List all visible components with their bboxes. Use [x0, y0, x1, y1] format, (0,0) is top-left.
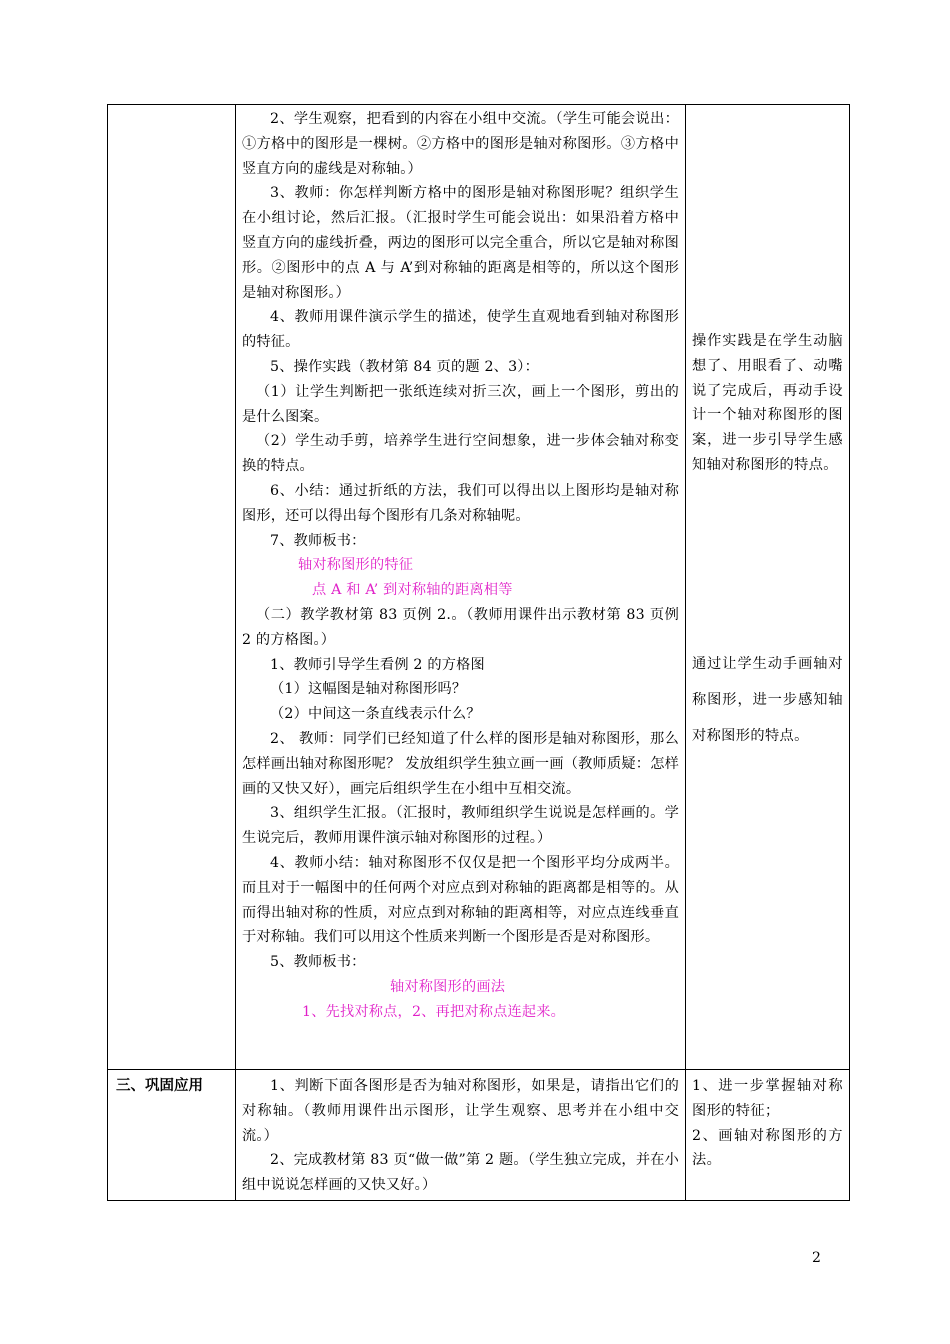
paragraph: （1）让学生判断把一张纸连续对折三次，画上一个图形，剪出的是什么图案。 — [242, 383, 679, 425]
teaching-process-cell — [236, 1070, 686, 1201]
stage-label-cell — [108, 105, 236, 1070]
teaching-process-cell — [236, 105, 686, 1070]
board-writing-line: 1、先找对称点，2、再把对称点连起来。 — [302, 1003, 566, 1020]
page-number: 2 — [812, 1250, 821, 1266]
paragraph: 3、教师：你怎样判断方格中的图形是轴对称图形呢？组织学生在小组讨论，然后汇报。（汇报时学生可能会说出：如果沿着方格中竖直方向的虚线折叠，两边的图形可以完全重合，所以它是轴对称图形。②图形中的点 A 与 A’到对称轴的距离是相等的，所以这个图形是轴对称图形。） — [242, 185, 679, 301]
paragraph: 2、完成教材第 83 页“做一做”第 2 题。（学生独立完成，并在小组中说说怎样画的又快又好。） — [242, 1152, 679, 1194]
design-note: 2、画轴对称图形的方法。 — [692, 1127, 843, 1169]
paragraph: （1）这幅图是轴对称图形吗？ — [270, 681, 467, 698]
paragraph: 1、判断下面各图形是否为轴对称图形，如果是，请指出它们的对称轴。（教师用课件出示图形，让学生观察、思考并在小组中交流。） — [242, 1078, 679, 1144]
paragraph: 5、操作实践（教材第 84 页的题 2、3）： — [270, 358, 539, 375]
design-intent-cell — [686, 105, 850, 1070]
design-note: 1、进一步掌握轴对称图形的特征； — [692, 1078, 843, 1119]
stage-label-cell: 三、巩固应用 — [108, 1070, 236, 1201]
design-note: 通过让学生动手画轴对称图形，进一步感知轴对称图形的特点。 — [692, 655, 843, 744]
paragraph: 7、教师板书： — [270, 532, 366, 549]
paragraph: 2、学生观察，把看到的内容在小组中交流。（学生可能会说出：①方格中的图形是一棵树。②方格中的图形是轴对称图形。③方格中竖直方向的虚线是对称轴。） — [242, 111, 679, 177]
paragraph: 4、教师用课件演示学生的描述，使学生直观地看到轴对称图形的特征。 — [242, 309, 679, 351]
paragraph: （二）教学教材第 83 页例 2.。（教师用课件出示教材第 83 页例 2 的方格图。） — [242, 606, 679, 648]
design-intent-cell — [686, 1070, 850, 1201]
board-writing-line: 点 A 和 A’ 到对称轴的距离相等 — [312, 582, 513, 599]
paragraph: 3、组织学生汇报。（汇报时，教师组织学生说说是怎样画的。学生说完后，教师用课件演示轴对称图形的过程。） — [242, 805, 679, 847]
paragraph: 1、教师引导学生看例 2 的方格图 — [270, 656, 485, 673]
paragraph: （2）中间这一条直线表示什么？ — [270, 706, 481, 723]
paragraph: 2、 教师：同学们已经知道了什么样的图形是轴对称图形，那么怎样画出轴对称图形呢？ 发放组织学生独立画一画（教师质疑：怎样画的又快又好），画完后组织学生在小组中互相交流。 — [242, 730, 679, 797]
paragraph: 6、小结：通过折纸的方法，我们可以得出以上图形均是轴对称图形，还可以得出每个图形有几条对称轴呢。 — [242, 482, 679, 524]
paragraph: 4、教师小结：轴对称图形不仅仅是把一个图形平均分成两半。而且对于一幅图中的任何两个对应点到对称轴的距离都是相等的。从而得出轴对称的性质，对应点到对称轴的距离相等，对应点连线垂直于对称轴。我们可以用这个性质来判断一个图形是否是对称图形。 — [242, 854, 679, 946]
table-row — [108, 105, 850, 1070]
table-row — [108, 1070, 850, 1201]
board-writing-line: 轴对称图形的画法 — [390, 978, 506, 995]
paragraph: （2）学生动手剪，培养学生进行空间想象，进一步体会轴对称变换的特点。 — [242, 433, 679, 475]
lesson-plan-table — [107, 104, 850, 1201]
design-note: 操作实践是在学生动脑想了、用眼看了、动嘴说了完成后，再动手设计一个轴对称图形的图案，进一步引导学生感知轴对称图形的特点。 — [692, 333, 843, 473]
board-writing-line: 轴对称图形的特征 — [298, 557, 414, 574]
paragraph: 5、教师板书： — [270, 954, 366, 971]
